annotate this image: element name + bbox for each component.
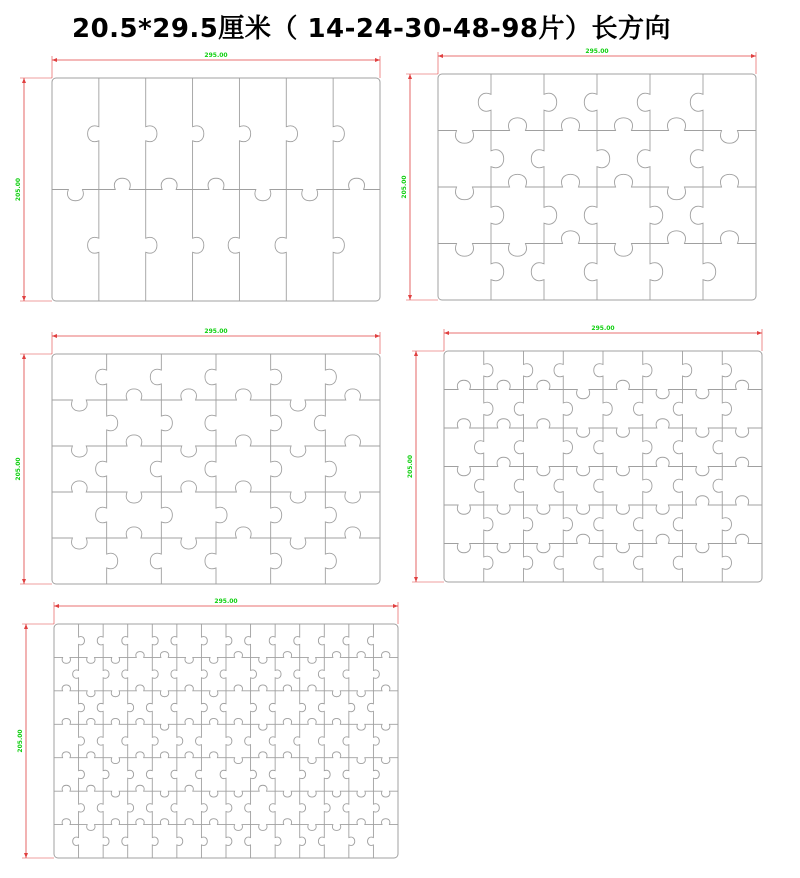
width-dimension-label: 295.00 xyxy=(585,48,609,55)
width-dimension-label: 295.00 xyxy=(214,598,238,605)
height-dimension xyxy=(401,74,438,300)
puzzle-30-template xyxy=(15,328,380,584)
height-dimension-label: 205.00 xyxy=(15,457,22,481)
width-dimension xyxy=(444,325,762,351)
page-title: 20.5*29.5厘米（ 14-24-30-48-98片）长方向 xyxy=(72,14,672,44)
width-dimension xyxy=(54,598,398,624)
width-dimension-label: 295.00 xyxy=(591,325,615,332)
width-dimension xyxy=(52,52,380,78)
width-dimension-label: 295.00 xyxy=(204,328,228,335)
height-dimension xyxy=(407,351,444,582)
puzzle-98-template xyxy=(17,598,398,858)
height-dimension xyxy=(17,624,54,858)
height-dimension-label: 205.00 xyxy=(401,175,408,199)
puzzle-14-template xyxy=(15,52,380,301)
width-dimension-label: 295.00 xyxy=(204,52,228,59)
width-dimension xyxy=(438,48,756,74)
height-dimension xyxy=(15,78,52,301)
height-dimension-label: 205.00 xyxy=(407,454,414,479)
height-dimension-label: 205.00 xyxy=(15,177,22,202)
height-dimension xyxy=(15,354,52,584)
width-dimension xyxy=(52,328,380,354)
puzzle-48-template xyxy=(407,325,762,582)
height-dimension-label: 205.00 xyxy=(17,729,24,753)
puzzle-24-template xyxy=(401,48,756,300)
